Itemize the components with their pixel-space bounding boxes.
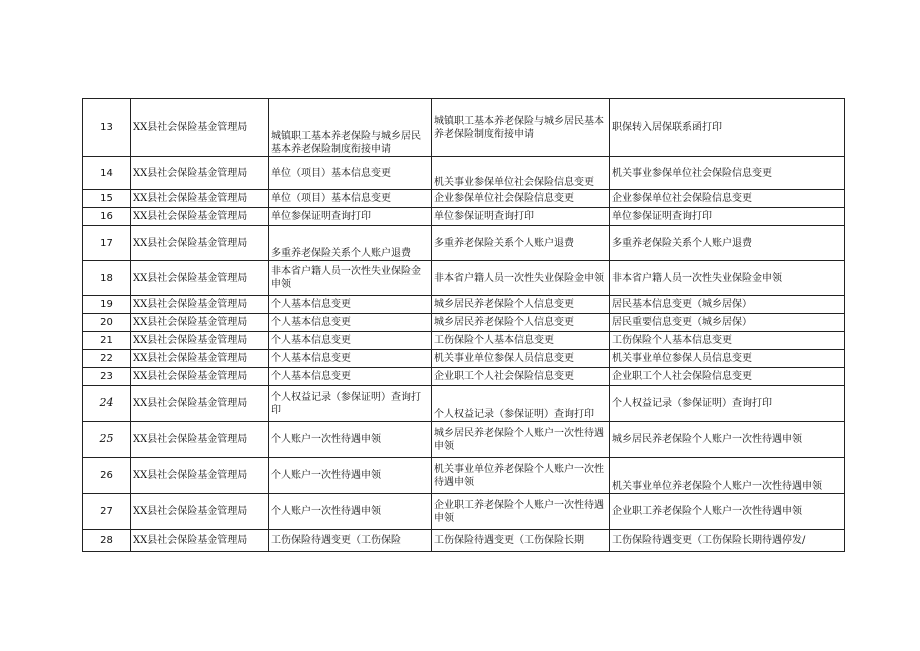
table-row: [83, 530, 845, 552]
agency-name: XX县社会保险基金管理局: [131, 226, 269, 261]
table-row: [83, 314, 845, 332]
basic-item-name: 个人账户一次性待遇申领: [269, 494, 432, 530]
agency-name: XX县社会保险基金管理局: [131, 494, 269, 530]
business-item-name: 企业职工养老保险个人账户一次性待遇申领: [610, 494, 845, 530]
basic-item-name: 个人账户一次性待遇申领: [269, 458, 432, 494]
agency-name: XX县社会保险基金管理局: [131, 208, 269, 226]
business-item-name: 个人权益记录（参保证明）查询打印: [610, 386, 845, 422]
business-item-name: 居民重要信息变更（城乡居保）: [610, 314, 845, 332]
sub-item-name: 多重养老保险关系个人账户退费: [432, 226, 610, 261]
agency-name: XX县社会保险基金管理局: [131, 458, 269, 494]
sub-item-name: 工伤保险待遇变更（工伤保险长期: [432, 530, 610, 552]
sub-item-name: 城乡居民养老保险个人信息变更: [432, 314, 610, 332]
basic-item-name: 个人账户一次性待遇申领: [269, 422, 432, 458]
table-row: [83, 350, 845, 368]
business-item-name: 工伤保险待遇变更（工伤保险长期待遇停发/: [610, 530, 845, 552]
business-item-name: 非本省户籍人员一次性失业保险金申领: [610, 261, 845, 296]
table-row: [83, 368, 845, 386]
table-row: [83, 386, 845, 422]
table-row: [83, 226, 845, 261]
basic-item-name: 非本省户籍人员一次性失业保险金申领: [269, 261, 432, 296]
business-item-name: 企业参保单位社会保险信息变更: [610, 190, 845, 208]
table-row: [83, 261, 845, 296]
basic-item-name: 单位（项目）基本信息变更: [269, 157, 432, 190]
row-number: 20: [83, 314, 131, 332]
row-number: 24: [83, 386, 131, 422]
table-row: [83, 99, 845, 157]
agency-name: XX县社会保险基金管理局: [131, 530, 269, 552]
basic-item-name: 单位参保证明查询打印: [269, 208, 432, 226]
basic-item-name: 个人基本信息变更: [269, 350, 432, 368]
business-item-name: 单位参保证明查询打印: [610, 208, 845, 226]
row-number: 13: [83, 99, 131, 157]
table-row: [83, 332, 845, 350]
row-number: 23: [83, 368, 131, 386]
row-number: 26: [83, 458, 131, 494]
row-number: 19: [83, 296, 131, 314]
row-number: 18: [83, 261, 131, 296]
business-item-name: 机关事业参保单位社会保险信息变更: [610, 157, 845, 190]
sub-item-name: 企业参保单位社会保险信息变更: [432, 190, 610, 208]
sub-item-name: 城乡居民养老保险个人信息变更: [432, 296, 610, 314]
basic-item-name: 个人基本信息变更: [269, 332, 432, 350]
sub-item-name: 单位参保证明查询打印: [432, 208, 610, 226]
sub-item-name: 个人权益记录（参保证明）查询打印: [432, 386, 610, 422]
row-number: 27: [83, 494, 131, 530]
row-number: 17: [83, 226, 131, 261]
basic-item-name: 个人基本信息变更: [269, 368, 432, 386]
agency-name: XX县社会保险基金管理局: [131, 332, 269, 350]
sub-item-name: 机关事业参保单位社会保险信息变更: [432, 157, 610, 190]
agency-name: XX县社会保险基金管理局: [131, 99, 269, 157]
business-item-name: 多重养老保险关系个人账户退费: [610, 226, 845, 261]
row-number: 16: [83, 208, 131, 226]
table-row: [83, 208, 845, 226]
business-item-name: 工伤保险个人基本信息变更: [610, 332, 845, 350]
sub-item-name: 城镇职工基本养老保险与城乡居民基本养老保险制度衔接申请: [432, 99, 610, 157]
agency-name: XX县社会保险基金管理局: [131, 314, 269, 332]
agency-name: XX县社会保险基金管理局: [131, 350, 269, 368]
agency-name: XX县社会保险基金管理局: [131, 422, 269, 458]
basic-item-name: 工伤保险待遇变更（工伤保险: [269, 530, 432, 552]
table-row: [83, 296, 845, 314]
row-number: 14: [83, 157, 131, 190]
service-items-table: [82, 98, 845, 552]
row-number: 25: [83, 422, 131, 458]
basic-item-name: 多重养老保险关系个人账户退费: [269, 226, 432, 261]
business-item-name: 居民基本信息变更（城乡居保）: [610, 296, 845, 314]
sub-item-name: 企业职工个人社会保险信息变更: [432, 368, 610, 386]
table-row: [83, 494, 845, 530]
agency-name: XX县社会保险基金管理局: [131, 386, 269, 422]
basic-item-name: 个人基本信息变更: [269, 314, 432, 332]
row-number: 15: [83, 190, 131, 208]
agency-name: XX县社会保险基金管理局: [131, 190, 269, 208]
business-item-name: 企业职工个人社会保险信息变更: [610, 368, 845, 386]
basic-item-name: 单位（项目）基本信息变更: [269, 190, 432, 208]
basic-item-name: 城镇职工基本养老保险与城乡居民基本养老保险制度衔接申请: [269, 99, 432, 157]
basic-item-name: 个人基本信息变更: [269, 296, 432, 314]
table-row: [83, 422, 845, 458]
sub-item-name: 城乡居民养老保险个人账户一次性待遇申领: [432, 422, 610, 458]
table-row: [83, 458, 845, 494]
sub-item-name: 非本省户籍人员一次性失业保险金申领: [432, 261, 610, 296]
table-row: [83, 157, 845, 190]
agency-name: XX县社会保险基金管理局: [131, 261, 269, 296]
row-number: 28: [83, 530, 131, 552]
sub-item-name: 工伤保险个人基本信息变更: [432, 332, 610, 350]
sub-item-name: 机关事业单位参保人员信息变更: [432, 350, 610, 368]
business-item-name: 职保转入居保联系函打印: [610, 99, 845, 157]
basic-item-name: 个人权益记录（参保证明）查询打印: [269, 386, 432, 422]
business-item-name: 城乡居民养老保险个人账户一次性待遇申领: [610, 422, 845, 458]
business-item-name: 机关事业单位参保人员信息变更: [610, 350, 845, 368]
row-number: 21: [83, 332, 131, 350]
agency-name: XX县社会保险基金管理局: [131, 296, 269, 314]
business-item-name: 机关事业单位养老保险个人账户一次性待遇申领: [610, 458, 845, 494]
agency-name: XX县社会保险基金管理局: [131, 157, 269, 190]
agency-name: XX县社会保险基金管理局: [131, 368, 269, 386]
table-row: [83, 190, 845, 208]
row-number: 22: [83, 350, 131, 368]
sub-item-name: 机关事业单位养老保险个人账户一次性待遇申领: [432, 458, 610, 494]
sub-item-name: 企业职工养老保险个人账户一次性待遇申领: [432, 494, 610, 530]
